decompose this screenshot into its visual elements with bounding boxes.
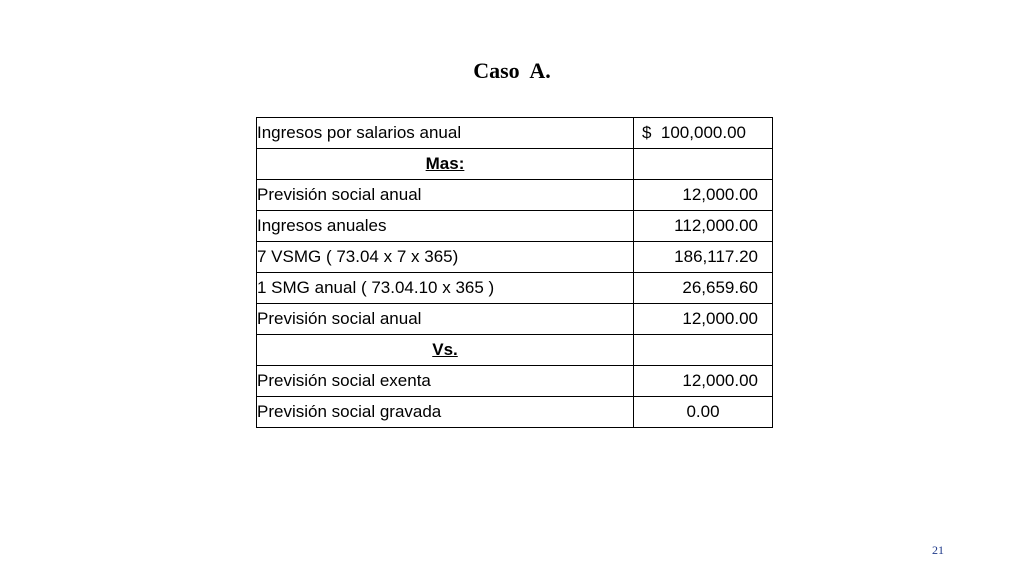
- row-label: Previsión social gravada: [257, 397, 634, 428]
- row-label: 1 SMG anual ( 73.04.10 x 365 ): [257, 273, 634, 304]
- row-label: Ingresos por salarios anual: [257, 118, 634, 149]
- section-heading-mas: Mas:: [257, 149, 634, 180]
- table-row-1-smg-anual: [257, 273, 773, 304]
- row-value: $ 100,000.00: [634, 118, 773, 149]
- table-row-prevision-social-anual: [257, 180, 773, 211]
- row-value: 112,000.00: [634, 211, 773, 242]
- row-value: 26,659.60: [634, 273, 773, 304]
- row-label: Ingresos anuales: [257, 211, 634, 242]
- row-value: [634, 149, 773, 180]
- row-label: 7 VSMG ( 73.04 x 7 x 365): [257, 242, 634, 273]
- row-value: 12,000.00: [634, 366, 773, 397]
- row-label: Previsión social anual: [257, 180, 634, 211]
- row-label: Previsión social exenta: [257, 366, 634, 397]
- row-value: 12,000.00: [634, 180, 773, 211]
- table-row-mas: [257, 149, 773, 180]
- row-value: 186,117.20: [634, 242, 773, 273]
- row-value: 0.00: [634, 397, 773, 428]
- row-label: Previsión social anual: [257, 304, 634, 335]
- slide-title: Caso A.: [473, 58, 551, 83]
- section-heading-vs: Vs.: [257, 335, 634, 366]
- row-value: [634, 335, 773, 366]
- row-value: 12,000.00: [634, 304, 773, 335]
- table-row-prevision-social-exenta: [257, 366, 773, 397]
- table-row-prevision-social-anual-2: [257, 304, 773, 335]
- table-row-7-vsmg: [257, 242, 773, 273]
- calculation-table: [256, 117, 773, 428]
- table-row-vs: [257, 335, 773, 366]
- table-row-ingresos-anuales: [257, 211, 773, 242]
- page-number: 21: [932, 543, 944, 557]
- table-row-prevision-social-gravada: [257, 397, 773, 428]
- table-row-ingresos-salarios: [257, 118, 773, 149]
